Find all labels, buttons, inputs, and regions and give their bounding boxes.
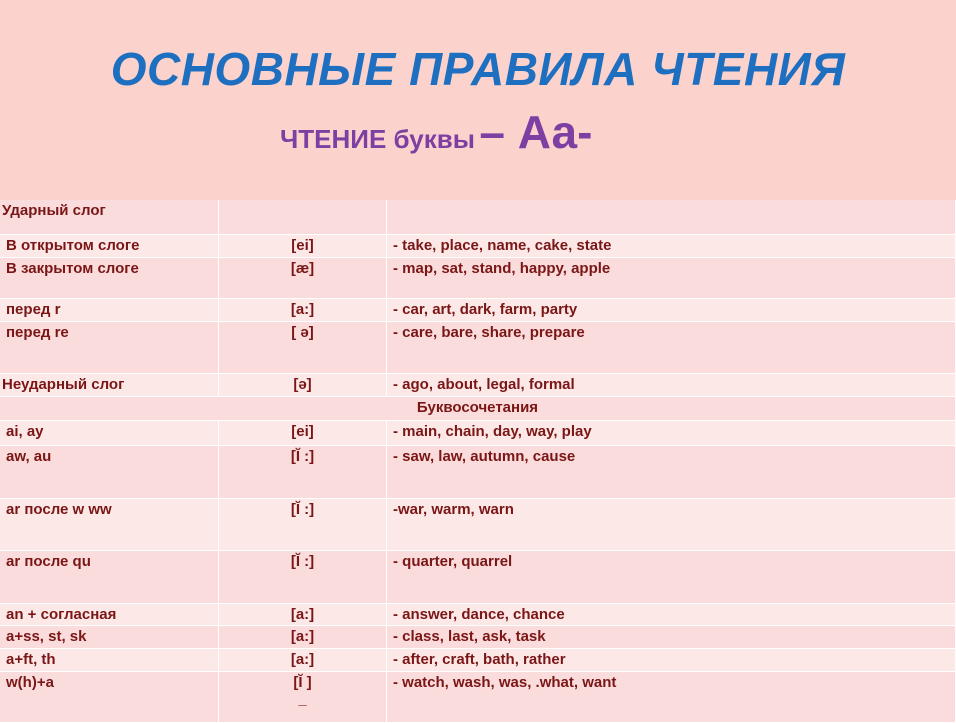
examples-cell: - car, art, dark, farm, party	[387, 298, 956, 321]
rule-cell: Неударный слог	[0, 373, 219, 396]
page-subtitle	[280, 105, 592, 159]
table-row	[0, 396, 956, 420]
table-row	[0, 321, 956, 373]
subtitle-letter: – Аа-	[479, 106, 593, 158]
sound-cell: [a:]	[219, 603, 387, 625]
table-row	[0, 200, 956, 234]
table-row	[0, 648, 956, 671]
examples-cell: - answer, dance, chance	[387, 603, 956, 625]
rule-cell: ar после qu	[0, 550, 219, 603]
examples-cell: - after, craft, bath, rather	[387, 648, 956, 671]
rule-cell: a+ss, st, sk	[0, 625, 219, 648]
sound-value: [Ĭ ]	[293, 673, 312, 691]
table-row	[0, 298, 956, 321]
page-title: ОСНОВНЫЕ ПРАВИЛА ЧТЕНИЯ	[110, 43, 846, 95]
rule-cell: ai, ay	[0, 420, 219, 445]
rule-cell: an + согласная	[0, 603, 219, 625]
slide-header	[0, 0, 956, 200]
examples-cell: - main, chain, day, way, play	[387, 420, 956, 445]
sound-cell: [Ĭ :]	[219, 550, 387, 603]
examples-cell: -war, warm, warn	[387, 498, 956, 550]
sound-cell: [a:]	[219, 298, 387, 321]
sound-cell: [ ə]	[219, 321, 387, 373]
sound-cell: [ə]	[219, 373, 387, 396]
rule-cell: ar после w ww	[0, 498, 219, 550]
sound-cell: [ei]	[219, 420, 387, 445]
examples-cell: - class, last, ask, task	[387, 625, 956, 648]
table-row	[0, 671, 956, 722]
table-row	[0, 550, 956, 603]
examples-cell: - ago, about, legal, formal	[387, 373, 956, 396]
table-row	[0, 498, 956, 550]
examples-cell: - care, bare, share, prepare	[387, 321, 956, 373]
examples-cell: - quarter, quarrel	[387, 550, 956, 603]
table-row	[0, 445, 956, 498]
rule-cell: перед r	[0, 298, 219, 321]
rule-cell: В закрытом слоге	[0, 257, 219, 298]
sound-cell: [a:]	[219, 625, 387, 648]
rule-cell: aw, au	[0, 445, 219, 498]
table-row	[0, 373, 956, 396]
sound-cell: [ei]	[219, 234, 387, 257]
table-row	[0, 257, 956, 298]
sound-cell: [a:]	[219, 648, 387, 671]
rule-cell: перед re	[0, 321, 219, 373]
subtitle-text: ЧТЕНИЕ буквы	[280, 124, 475, 154]
table-row	[0, 603, 956, 625]
sound-cell: [Ĭ :]	[219, 445, 387, 498]
table-cell	[387, 200, 956, 234]
examples-cell: - map, sat, stand, happy, apple	[387, 257, 956, 298]
table-row	[0, 234, 956, 257]
reading-rules-table	[0, 200, 956, 723]
rule-cell: В открытом слоге	[0, 234, 219, 257]
examples-cell: - saw, law, autumn, cause	[387, 445, 956, 498]
table-cell	[219, 200, 387, 234]
rule-cell: w(h)+a	[0, 671, 219, 722]
table-row	[0, 420, 956, 445]
section-combinations: Буквосочетания	[0, 396, 956, 420]
section-stressed: Ударный слог	[0, 200, 219, 234]
sound-cell	[219, 671, 387, 722]
sound-mark: _	[298, 690, 307, 708]
table-row	[0, 625, 956, 648]
rule-cell: a+ft, th	[0, 648, 219, 671]
sound-cell: [Ĭ :]	[219, 498, 387, 550]
examples-cell: - watch, wash, was, .what, want	[387, 671, 956, 722]
examples-cell: - take, place, name, cake, state	[387, 234, 956, 257]
sound-cell: [æ]	[219, 257, 387, 298]
